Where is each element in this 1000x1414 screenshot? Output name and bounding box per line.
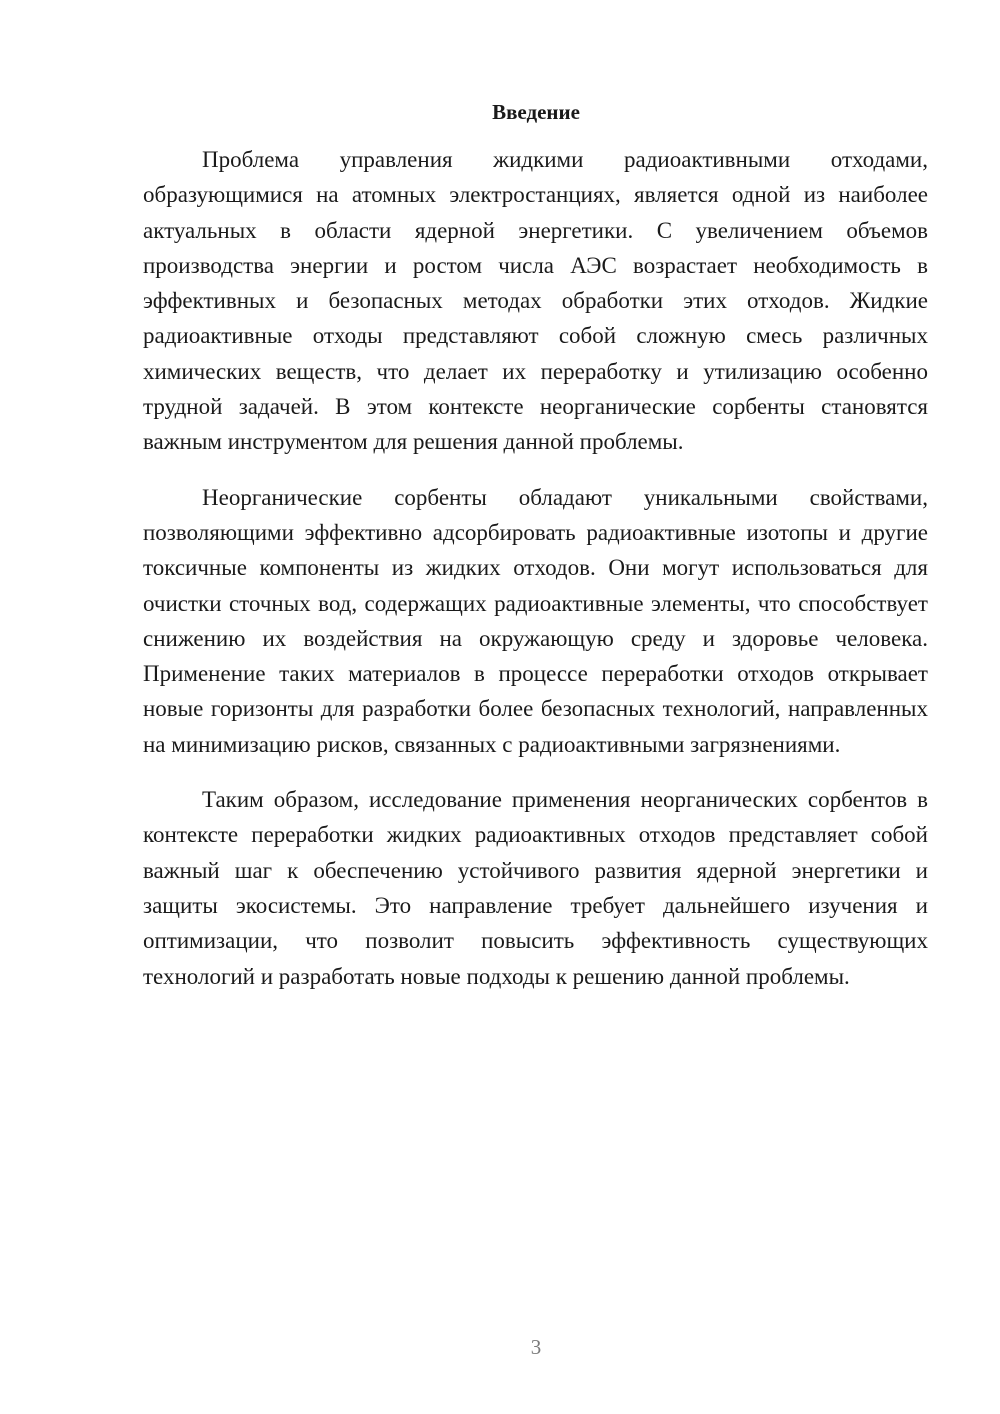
paragraph-3: Таким образом, исследование применения неорганических сорбентов в контексте переработки жидких радиоактивных отходов представляет собой важный шаг к обеспечению устойчивого развития ядерной энергетики и защиты экосистемы. Это направление требует дальнейшего изучения и оптимизации, что позволит повысить эффективность существующих технологий и разработать новые подходы к решению данной проблемы. xyxy=(143,787,928,989)
paragraph-2: Неорганические сорбенты обладают уникальными свойствами, позволяющими эффективно адсорбировать радиоактивные изотопы и другие токсичные компоненты из жидких отходов. Они могут использоваться для очистки сточных вод, содержащих радиоактивные элементы, что способствует снижению их воздействия на окружающую среду и здоровье человека. Применение таких материалов в процессе переработки отходов открывает новые горизонты для разработки более безопасных технологий, направленных на минимизацию рисков, связанных с радиоактивными загрязнениями. xyxy=(143,484,928,757)
page-number: 3 xyxy=(530,1335,542,1359)
section-heading: Введение xyxy=(492,100,580,124)
paragraph-1: Проблема управления жидкими радиоактивными отходами, образующимися на атомных электростанциях, является одной из наиболее актуальных в области ядерной энергетики. С увеличением объемов производства энергии и ростом числа АЭС возрастает необходимость в эффективных и безопасных методах обработки этих отходов. Жидкие радиоактивные отходы представляют собой сложную смесь различных химических веществ, что делает их переработку и утилизацию особенно трудной задачей. В этом контексте неорганические сорбенты становятся важным инструментом для решения данной проблемы. xyxy=(143,147,928,455)
body-text xyxy=(143,142,928,1014)
